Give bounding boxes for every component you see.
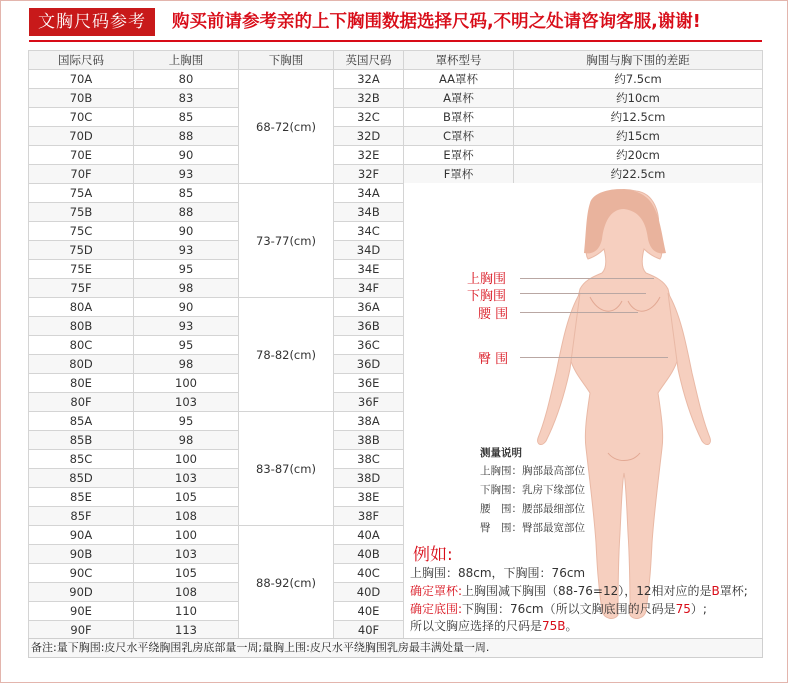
cell-intl-size: 80C (29, 336, 134, 355)
cell-uk-size: 38D (334, 469, 404, 488)
cell-intl-size: 80E (29, 374, 134, 393)
cell-bust: 90 (134, 222, 239, 241)
label-waist: 腰 围 (478, 307, 509, 322)
label-underbust: 下胸围 (467, 289, 507, 304)
cell-uk-size: 34A (334, 184, 404, 203)
cell-bust: 85 (134, 108, 239, 127)
cell-difference: 约10cm (514, 89, 763, 108)
cell-uk-size: 32E (334, 146, 404, 165)
example-text: ）; (690, 602, 707, 616)
cell-underbust: 88-92(cm) (239, 526, 334, 640)
cell-cup: AA罩杯 (404, 70, 514, 89)
cell-bust: 100 (134, 450, 239, 469)
cell-bust: 103 (134, 545, 239, 564)
hip-line (520, 357, 668, 358)
cell-intl-size: 90F (29, 621, 134, 640)
cell-uk-size: 32C (334, 108, 404, 127)
cell-bust: 90 (134, 298, 239, 317)
label-hip: 臀 围 (478, 352, 509, 367)
table-row (29, 108, 763, 127)
cell-intl-size: 90B (29, 545, 134, 564)
cell-bust: 108 (134, 583, 239, 602)
cell-cup: F罩杯 (404, 165, 514, 184)
table-row (29, 127, 763, 146)
example-highlight: 75B (542, 619, 566, 633)
cell-intl-size: 75D (29, 241, 134, 260)
cell-bust: 90 (134, 146, 239, 165)
cell-intl-size: 70F (29, 165, 134, 184)
cell-bust: 93 (134, 165, 239, 184)
cell-intl-size: 70E (29, 146, 134, 165)
cell-intl-size: 70B (29, 89, 134, 108)
cell-bust: 100 (134, 374, 239, 393)
cell-uk-size: 34B (334, 203, 404, 222)
example-text: 上胸围减下胸围（88-76=12），12相对应的是 (462, 584, 712, 598)
example-highlight: 75 (675, 602, 691, 616)
cell-intl-size: 75B (29, 203, 134, 222)
legend-title: 测量说明 (480, 447, 522, 459)
cell-uk-size: 34D (334, 241, 404, 260)
table-header-row (29, 51, 763, 70)
cell-bust: 95 (134, 336, 239, 355)
table-row (29, 146, 763, 165)
cell-uk-size: 36D (334, 355, 404, 374)
cell-uk-size: 36F (334, 393, 404, 412)
section-tag: 文胸尺码参考 (29, 8, 155, 36)
cell-uk-size: 38C (334, 450, 404, 469)
cell-uk-size: 38F (334, 507, 404, 526)
cell-intl-size: 70A (29, 70, 134, 89)
cell-uk-size: 40B (334, 545, 404, 564)
cell-cup: C罩杯 (404, 127, 514, 146)
cell-uk-size: 34F (334, 279, 404, 298)
cell-uk-size: 32B (334, 89, 404, 108)
col-header: 上胸围 (134, 51, 239, 70)
cell-intl-size: 85B (29, 431, 134, 450)
cell-intl-size: 80F (29, 393, 134, 412)
example-text: 上胸围：88cm，下胸围：76cm (410, 566, 586, 580)
col-header: 罩杯型号 (404, 51, 514, 70)
cell-uk-size: 34E (334, 260, 404, 279)
cell-difference: 约7.5cm (514, 70, 763, 89)
cell-intl-size: 90E (29, 602, 134, 621)
example-text: 。 (565, 619, 578, 633)
label-bust: 上胸围 (467, 272, 507, 287)
example-text: 下胸围：76cm（所以文胸底围的尺码是 (462, 602, 676, 616)
cell-bust: 103 (134, 469, 239, 488)
cell-intl-size: 80B (29, 317, 134, 336)
table-row (29, 89, 763, 108)
cell-intl-size: 90A (29, 526, 134, 545)
cell-intl-size: 85C (29, 450, 134, 469)
cell-intl-size: 70D (29, 127, 134, 146)
col-header: 国际尺码 (29, 51, 134, 70)
legend-item: 下胸围：乳房下缘部位 (480, 484, 585, 496)
cell-intl-size: 85E (29, 488, 134, 507)
underbust-line (520, 293, 646, 294)
cell-intl-size: 85D (29, 469, 134, 488)
example-highlight: B (711, 584, 720, 598)
cell-intl-size: 75C (29, 222, 134, 241)
cell-intl-size: 80A (29, 298, 134, 317)
cell-uk-size: 40D (334, 583, 404, 602)
cell-uk-size: 40A (334, 526, 404, 545)
cell-bust: 88 (134, 127, 239, 146)
cell-intl-size: 70C (29, 108, 134, 127)
cell-bust: 95 (134, 412, 239, 431)
footnote: 备注:量下胸围:皮尺水平绕胸围乳房底部量一周;量胸上围:皮尺水平绕胸围乳房最丰满处量一周. (28, 638, 763, 658)
example-line-2 (410, 582, 748, 599)
cell-uk-size: 40C (334, 564, 404, 583)
example-line-4 (410, 617, 578, 634)
cell-bust: 103 (134, 393, 239, 412)
cell-uk-size: 38A (334, 412, 404, 431)
example-label: 确定底围: (410, 602, 463, 616)
col-header: 胸围与胸下围的差距 (514, 51, 763, 70)
cell-bust: 98 (134, 431, 239, 450)
cell-bust: 93 (134, 317, 239, 336)
cell-bust: 83 (134, 89, 239, 108)
cell-difference: 约12.5cm (514, 108, 763, 127)
cell-cup: A罩杯 (404, 89, 514, 108)
waist-line (520, 312, 638, 313)
cell-uk-size: 38B (334, 431, 404, 450)
cell-underbust: 73-77(cm) (239, 184, 334, 298)
cell-intl-size: 90D (29, 583, 134, 602)
cell-uk-size: 32D (334, 127, 404, 146)
cell-uk-size: 40E (334, 602, 404, 621)
example-label: 确定罩杯: (410, 584, 463, 598)
cell-difference: 约20cm (514, 146, 763, 165)
cell-difference: 约22.5cm (514, 165, 763, 184)
cell-bust: 110 (134, 602, 239, 621)
cell-bust: 98 (134, 279, 239, 298)
cell-underbust: 68-72(cm) (239, 70, 334, 184)
cell-underbust: 78-82(cm) (239, 298, 334, 412)
cell-uk-size: 32A (334, 70, 404, 89)
cell-intl-size: 85F (29, 507, 134, 526)
cell-bust: 105 (134, 488, 239, 507)
cell-bust: 88 (134, 203, 239, 222)
cell-uk-size: 36E (334, 374, 404, 393)
cell-uk-size: 36B (334, 317, 404, 336)
page-title: 购买前请参考亲的上下胸围数据选择尺码,不明之处请咨询客服,谢谢! (172, 12, 701, 32)
cell-bust: 93 (134, 241, 239, 260)
cell-uk-size: 32F (334, 165, 404, 184)
cell-cup: E罩杯 (404, 146, 514, 165)
cell-intl-size: 75F (29, 279, 134, 298)
example-text: 所以文胸应选择的尺码是 (410, 619, 543, 633)
cell-cup: B罩杯 (404, 108, 514, 127)
cell-bust: 85 (134, 184, 239, 203)
cell-uk-size: 36C (334, 336, 404, 355)
bust-line (520, 278, 654, 279)
cell-uk-size: 38E (334, 488, 404, 507)
legend-item: 臀 围：臀部最宽部位 (480, 522, 585, 534)
example-text: 罩杯; (719, 584, 748, 598)
example-title: 例如: (413, 545, 453, 565)
cell-bust: 98 (134, 355, 239, 374)
cell-bust: 108 (134, 507, 239, 526)
cell-uk-size: 40F (334, 621, 404, 640)
cell-difference: 约15cm (514, 127, 763, 146)
header-divider (29, 40, 762, 42)
cell-bust: 100 (134, 526, 239, 545)
example-line-3 (410, 600, 707, 617)
cell-bust: 105 (134, 564, 239, 583)
cell-intl-size: 80D (29, 355, 134, 374)
cell-intl-size: 75A (29, 184, 134, 203)
table-row (29, 165, 763, 184)
legend-item: 上胸围：胸部最高部位 (480, 465, 585, 477)
cell-bust: 80 (134, 70, 239, 89)
cell-underbust: 83-87(cm) (239, 412, 334, 526)
col-header: 下胸围 (239, 51, 334, 70)
cell-uk-size: 36A (334, 298, 404, 317)
example-line-1 (410, 564, 585, 581)
cell-uk-size: 34C (334, 222, 404, 241)
col-header: 英国尺码 (334, 51, 404, 70)
cell-intl-size: 90C (29, 564, 134, 583)
cell-bust: 113 (134, 621, 239, 640)
cell-intl-size: 75E (29, 260, 134, 279)
legend-item: 腰 围：腰部最细部位 (480, 503, 585, 515)
cell-bust: 95 (134, 260, 239, 279)
cell-intl-size: 85A (29, 412, 134, 431)
table-row (29, 70, 763, 89)
